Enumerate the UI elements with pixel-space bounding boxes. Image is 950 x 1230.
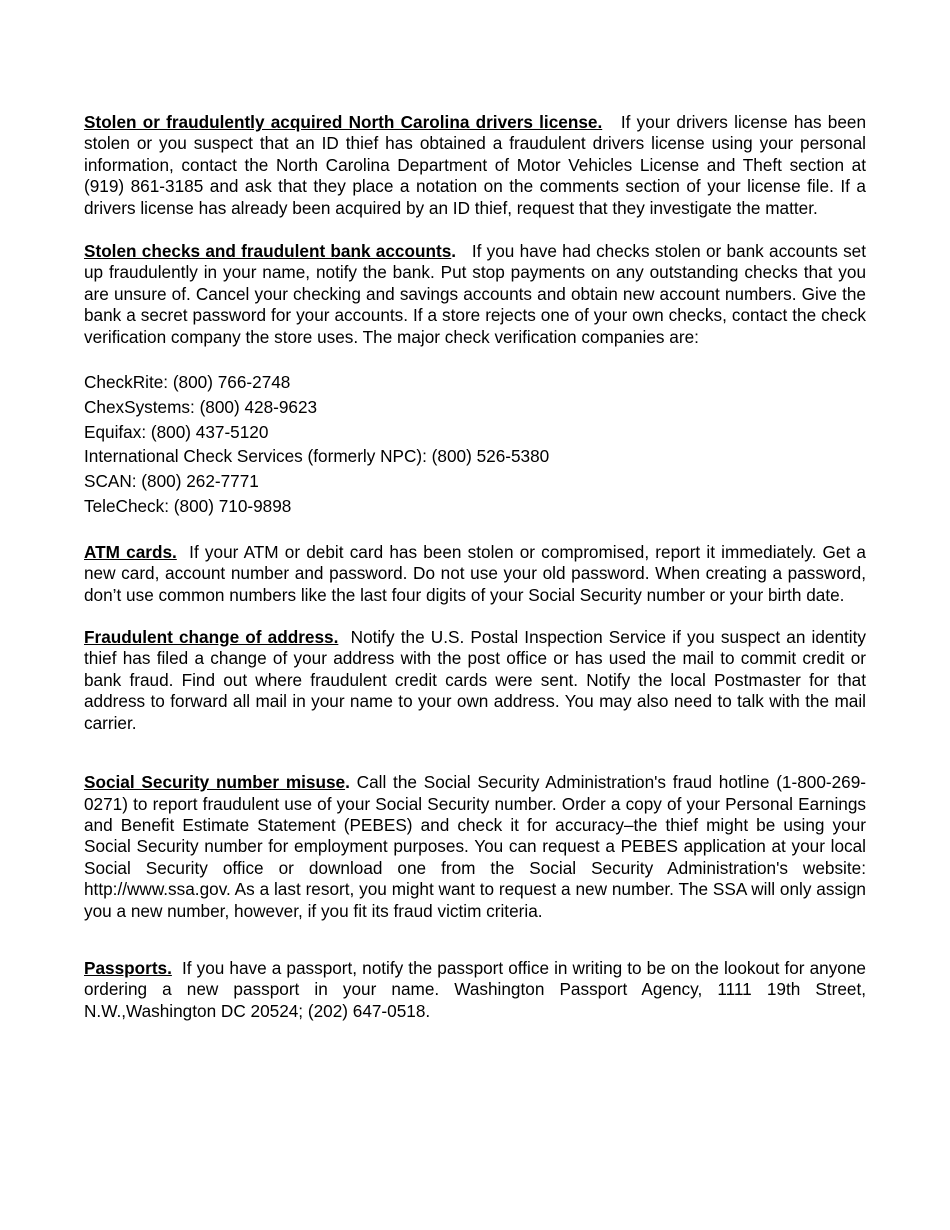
list-item: ChexSystems: (800) 428-9623 bbox=[84, 396, 318, 417]
section-body: If you have a passport, notify the passport office in writing to be on the lookout for anyone ordering a new passport in your name. Washington Passport Agency, 1111 19th Street, N.W.,Washington DC 20524; (202) 647-0518. bbox=[84, 957, 866, 1021]
section-heading: Stolen or fraudulently acquired North Carolina drivers license. bbox=[84, 112, 603, 132]
section-heading: ATM cards. bbox=[84, 541, 177, 562]
list-item: CheckRite: (800) 766-2748 bbox=[84, 372, 291, 393]
section-body: Notify the U.S. Postal Inspection Service if you suspect an identity thief has filed a change of your address with the post office or has used the mail to commit credit or bank fraud. Find out where fraudulent credit cards were sent. Notify the local Postmaster for that address to forward all mail in your name to your own address. You may also need to talk with the mail carrier. bbox=[84, 627, 866, 733]
section-body: If you have had checks stolen or bank accounts set up fraudulently in your name, notify the bank. Put stop payments on any outstanding checks that you are unsure of. Cancel your checking and savings accounts and obtain new account numbers. Give the bank a secret password for your accounts. If a store rejects one of your own checks, contact the check verification company the store uses. The major check verification companies are: bbox=[84, 241, 866, 347]
section-body: Call the Social Security Administration's fraud hotline (1-800-269-0271) to report fraudulent use of your Social Security number. Order a copy of your Personal Earnings and Benefit Estimate Statement (PEBES) and check it for accuracy–the thief might be using your Social Security number for employment purposes. You can request a PEBES application at your local Social Security office or download one from the Social Security Administration's website: http://www.ssa.gov. As a last resort, you might want to request a new number. The SSA will only assign you a new number, however, if you fit its fraud victim criteria. bbox=[84, 772, 866, 921]
list-item: TeleCheck: (800) 710-9898 bbox=[84, 496, 292, 517]
section-body: If your drivers license has been stolen or you suspect that an ID thief has obtained a fraudulent drivers license using your personal information, contact the North Carolina Department of Motor Vehicles License and Theft section at (919) 861-3185 and ask that they place a notation on the comments section of your license file. If a drivers license has already been acquired by an ID thief, request that they investigate the matter. bbox=[84, 112, 867, 218]
section-stolen-checks bbox=[84, 241, 866, 348]
section-body: If your ATM or debit card has been stolen or compromised, report it immediately. Get a new card, account number and password. Do not use your old password. When creating a password, don’t use common numbers like the last four digits of your Social Security number or your birth date. bbox=[84, 541, 866, 605]
section-heading: Passports. bbox=[84, 957, 172, 978]
section-drivers-license bbox=[84, 112, 866, 219]
section-heading: Stolen checks and fraudulent bank accounts bbox=[84, 241, 452, 262]
list-item: Equifax: (800) 437-5120 bbox=[84, 421, 269, 442]
heading-punctuation: . bbox=[451, 241, 457, 262]
check-verification-list bbox=[84, 370, 866, 519]
list-item: SCAN: (800) 262-7771 bbox=[84, 471, 259, 492]
document-page bbox=[84, 112, 866, 1022]
list-item: International Check Services (formerly NPC): (800) 526-5380 bbox=[84, 446, 550, 467]
heading-punctuation: . bbox=[345, 772, 350, 793]
section-heading: Social Security number misuse bbox=[84, 772, 346, 793]
section-change-of-address bbox=[84, 627, 866, 734]
section-ssn-misuse bbox=[84, 772, 866, 922]
section-atm-cards bbox=[84, 542, 866, 606]
section-heading: Fraudulent change of address. bbox=[84, 627, 339, 648]
section-passports bbox=[84, 958, 866, 1022]
